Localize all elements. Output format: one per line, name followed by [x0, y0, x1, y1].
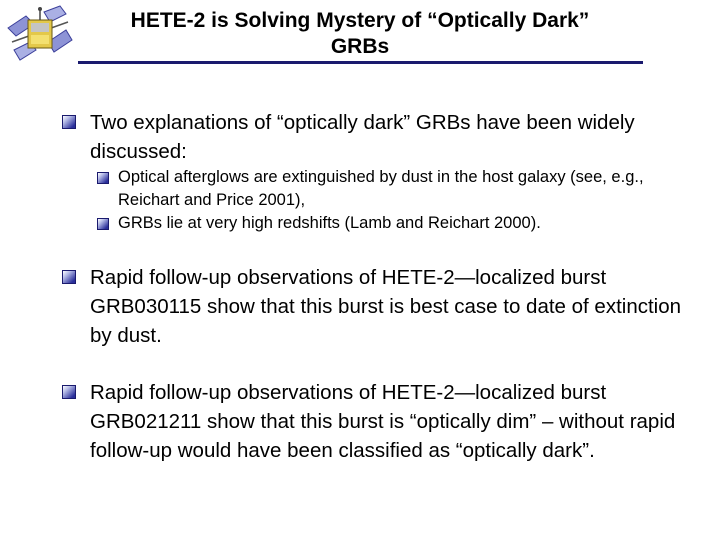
- sub-bullet-text: Optical afterglows are extinguished by dust in the host galaxy (see, e.g., Reichart and Price 2001),: [118, 168, 644, 209]
- slide-title-line-2: GRBs: [330, 35, 390, 58]
- bullet-text: Rapid follow-up observations of HETE-2—localized burst GRB030115 show that this burst is best case to date of extinction by dust.: [90, 266, 682, 347]
- bullet-box-icon: [62, 385, 76, 399]
- sub-bullet-item: [62, 212, 702, 235]
- bullet-list: [62, 108, 702, 465]
- bullet-box-icon: [97, 172, 109, 184]
- sub-bullet-item: [62, 166, 702, 212]
- slide-title-line-1: HETE-2 is Solving Mystery of “Optically Dark”: [130, 9, 590, 32]
- bullet-text: Rapid follow-up observations of HETE-2—localized burst GRB021211 show that this burst is “optically dim” – without rapid follow-up would have been classified as “optically dark”.: [90, 381, 676, 462]
- bullet-item: [62, 263, 702, 350]
- satellite-icon: [4, 2, 76, 66]
- bullet-item: [62, 378, 702, 465]
- slide-title: [80, 8, 640, 60]
- bullet-box-icon: [97, 218, 109, 230]
- title-underline: [78, 61, 643, 64]
- bullet-item: [62, 108, 702, 166]
- bullet-box-icon: [62, 115, 76, 129]
- bullet-box-icon: [62, 270, 76, 284]
- bullet-text: Two explanations of “optically dark” GRBs have been widely discussed:: [90, 111, 635, 163]
- sub-bullet-text: GRBs lie at very high redshifts (Lamb and Reichart 2000).: [118, 214, 541, 232]
